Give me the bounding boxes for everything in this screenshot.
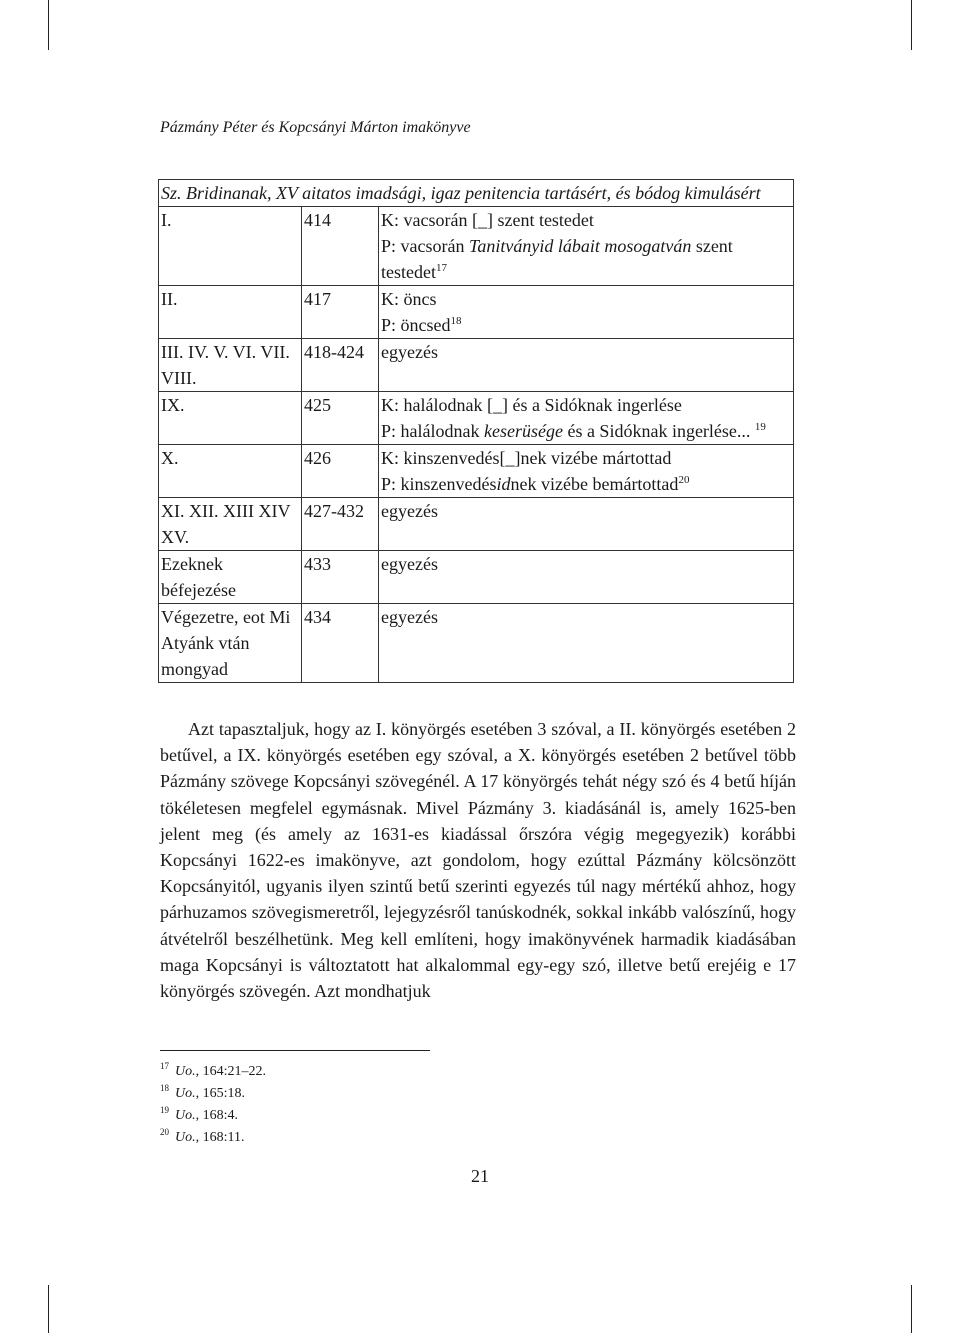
footnote-source: Uo. [175, 1086, 196, 1101]
variant-line [381, 339, 791, 365]
variant-cell [379, 445, 794, 498]
text-part: P: vacsorán [381, 236, 469, 256]
variant-line [381, 286, 791, 312]
text-part: P: kinszenvedés [381, 474, 497, 494]
text-part: és a Sidóknak ingerlése... [562, 421, 755, 441]
variant-line [381, 498, 791, 524]
prayer-number-cell: XI. XII. XIII XIV XV. [159, 498, 302, 551]
variant-cell [379, 339, 794, 392]
variant-cell [379, 392, 794, 445]
variant-line [381, 604, 791, 630]
body-text [160, 716, 796, 1004]
page-number: 21 [471, 1166, 489, 1186]
footnote-ref[interactable]: 20 [678, 474, 690, 486]
footnote-number: 20 [160, 1127, 169, 1138]
footnote-number: 18 [160, 1083, 169, 1094]
variant-cell [379, 604, 794, 683]
running-header: Pázmány Péter és Kopcsányi Márton imakönyve [160, 119, 471, 136]
prayer-number-cell: III. IV. V. VI. VII. VIII. [159, 339, 302, 392]
italic-text: keserüsége [483, 421, 563, 441]
footnote-number: 19 [160, 1105, 169, 1116]
italic-text: id [496, 474, 511, 494]
table-title: Sz. Bridinanak, XV aitatos imadsági, igaz penitencia tartásért, és bódog kimulásért [159, 180, 794, 207]
italic-text: Tanitványid lábait mosogatván [468, 236, 692, 256]
prayer-number-cell: X. [159, 445, 302, 498]
text-part: nek vizébe bemártottad [510, 474, 679, 494]
variant-line [381, 418, 791, 444]
table-row [159, 392, 794, 445]
variant-line [381, 551, 791, 577]
variant-line [381, 471, 791, 497]
footnote-locator: , 168:11. [195, 1130, 245, 1145]
footnote-ref[interactable]: 18 [450, 315, 462, 327]
footnote [160, 1127, 266, 1149]
text-part: K: halálodnak [_] és a Sidóknak ingerlése [381, 395, 682, 415]
text-part: egyezés [381, 342, 438, 362]
footnote-number: 17 [160, 1061, 169, 1072]
prayer-number-cell: Végezetre, eot Mi Atyánk vtán mongyad [159, 604, 302, 683]
table-title-row [159, 180, 794, 207]
prayer-number-cell: I. [159, 207, 302, 286]
crop-mark-bottom-left [48, 1285, 49, 1333]
footnote-source: Uo. [175, 1108, 196, 1123]
table-row [159, 286, 794, 339]
footnote [160, 1083, 266, 1105]
paragraph: Azt tapasztaljuk, hogy az I. könyörgés esetében 3 szóval, a II. könyörgés esetében 2 betűvel, a IX. könyörgés esetében egy szóval, a X. könyörgés esetében 2 betűvel több Pázmány szövege Kopcsányi szövegénél. A 17 könyörgés tehát négy szó és 4 betű híján tökéletesen megfelel egymásnak. Mivel Pázmány 3. kiadásánál is, amely 1625-ben jelent meg (és amely az 1631-es kiadással őrszóra végig megegyezik) korábbi Kopcsányi 1622-es imakönyve, azt gondolom, hogy ezúttal Pázmány kölcsönzött Kopcsányitól, ugyanis ilyen szintű betű szerinti egyezés túl nagy mértékű ahhoz, hogy párhuzamos szövegismeretről, lejegyzésről tanúskodnék, sokkal inkább valószínű, hogy átvételről beszélhetünk. Meg kell említeni, hogy imakönyvének harmadik kiadásában maga Kopcsányi is változtatott hat alkalommal egy-egy szó, illetve betű erejéig e 17 könyörgés szövegén. Azt mondhatjuk [160, 719, 796, 1002]
footnote-locator: , 168:4. [195, 1108, 239, 1123]
table-row [159, 207, 794, 286]
text-part: K: vacsorán [_] szent testedet [381, 210, 594, 230]
footnote-locator: , 165:18. [195, 1086, 246, 1101]
variant-cell [379, 286, 794, 339]
text-part: K: kinszenvedés[_]nek vizébe mártottad [381, 448, 672, 468]
variant-cell [379, 207, 794, 286]
footnote-source: Uo. [175, 1130, 196, 1145]
text-part: testedet [381, 262, 436, 282]
variant-cell [379, 498, 794, 551]
table-row [159, 339, 794, 392]
variant-line [381, 259, 791, 285]
crop-mark-top-left [48, 0, 49, 50]
comparison-table [158, 179, 794, 683]
footnote [160, 1105, 266, 1127]
page-ref-cell: 427-432 [302, 498, 379, 551]
page-ref-cell: 417 [302, 286, 379, 339]
text-part: szent [691, 236, 733, 256]
variant-line [381, 445, 791, 471]
crop-mark-bottom-right [911, 1285, 912, 1333]
prayer-number-cell: Ezeknek béfejezése [159, 551, 302, 604]
variant-line [381, 312, 791, 338]
footnote-ref[interactable]: 19 [754, 421, 766, 433]
crop-mark-top-right [911, 0, 912, 50]
footnote-rule [160, 1050, 430, 1051]
variant-line [381, 233, 791, 259]
table-row [159, 551, 794, 604]
variant-line [381, 392, 791, 418]
text-part: P: öncsed [381, 315, 451, 335]
footnote-ref[interactable]: 17 [435, 262, 447, 274]
text-part: egyezés [381, 501, 438, 521]
page-ref-cell: 425 [302, 392, 379, 445]
table-row [159, 604, 794, 683]
text-part: K: öncs [381, 289, 437, 309]
text-part: P: halálodnak [381, 421, 484, 441]
page-ref-cell: 433 [302, 551, 379, 604]
footnotes [160, 1061, 266, 1149]
footnote [160, 1061, 266, 1083]
prayer-number-cell: II. [159, 286, 302, 339]
page-ref-cell: 434 [302, 604, 379, 683]
prayer-number-cell: IX. [159, 392, 302, 445]
page-ref-cell: 414 [302, 207, 379, 286]
footnote-source: Uo. [175, 1064, 196, 1079]
table-row [159, 498, 794, 551]
page-ref-cell: 418-424 [302, 339, 379, 392]
page-ref-cell: 426 [302, 445, 379, 498]
variant-line [381, 207, 791, 233]
table-row [159, 445, 794, 498]
text-part: egyezés [381, 554, 438, 574]
footnote-locator: , 164:21–22. [195, 1064, 267, 1079]
text-part: egyezés [381, 607, 438, 627]
variant-cell [379, 551, 794, 604]
